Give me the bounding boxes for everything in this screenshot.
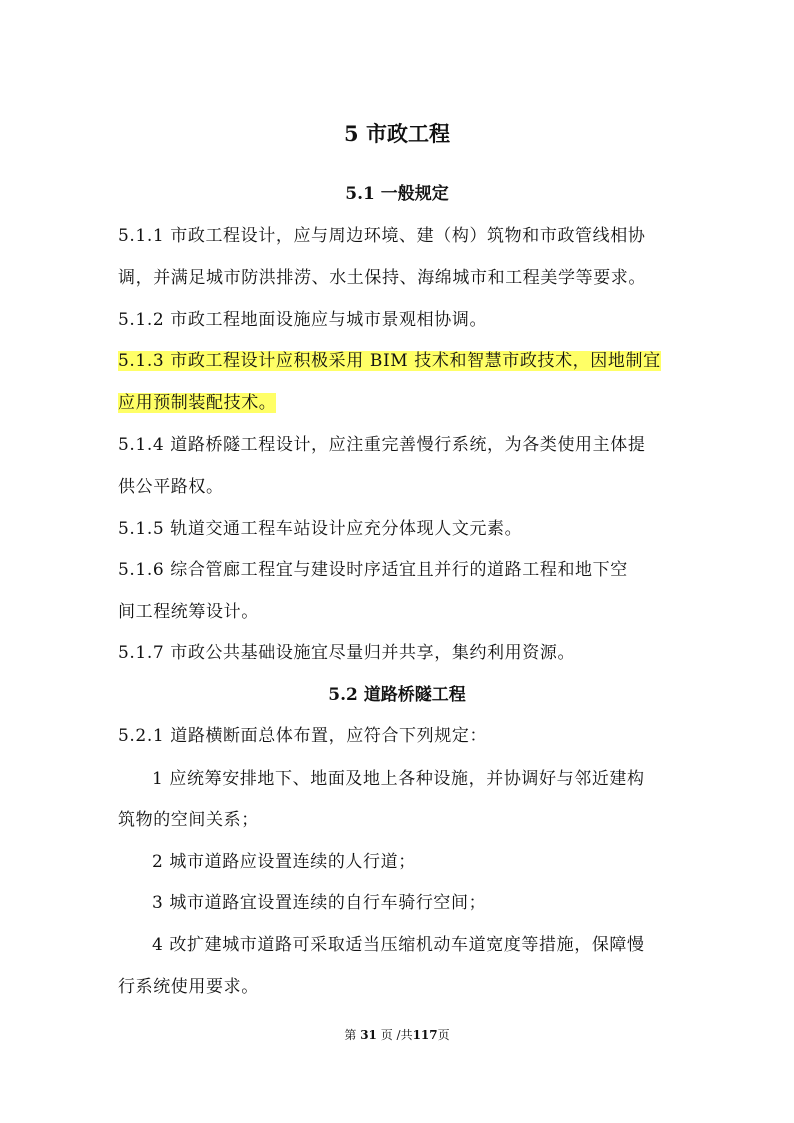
clause-5-1-5: 5.1.5 轨道交通工程车站设计应充分体现人文元素。 [118, 519, 523, 539]
clause-5-1-3-line-1 [118, 346, 688, 371]
item-3: 3 城市道路宜设置连续的自行车骑行空间； [152, 893, 487, 913]
clause-5-1-1-line-2: 调，并满足城市防洪排涝、水土保持、海绵城市和工程美学等要求。 [118, 268, 646, 288]
clause-5-1-4-line-1: 5.1.4 道路桥隧工程设计，应注重完善慢行系统，为各类使用主体提 [118, 435, 646, 455]
clause-5-1-1-line-1: 5.1.1 市政工程设计，应与周边环境、建（构）筑物和市政管线相协 [118, 226, 646, 246]
item-1-line-2: 筑物的空间关系； [118, 810, 259, 830]
item-1-line-1: 1 应统筹安排地下、地面及地上各种设施，并协调好与邻近建构 [152, 769, 645, 789]
footer-suffix: 页 [437, 1028, 450, 1042]
clause-5-1-7: 5.1.7 市政公共基础设施宜尽量归并共享，集约利用资源。 [118, 643, 576, 663]
total-pages-number: 117 [412, 1028, 438, 1042]
highlight-mark: 应用预制装配技术。 [118, 393, 277, 413]
section-heading-5-2: 5.2 道路桥隧工程 [328, 685, 466, 705]
clause-5-1-2: 5.1.2 市政工程地面设施应与城市景观相协调。 [118, 310, 488, 330]
clause-5-1-3-line-2 [118, 388, 688, 413]
clause-5-1-4-line-2: 供公平路权。 [118, 477, 224, 497]
footer-prefix: 第 [344, 1028, 357, 1042]
item-4-line-1: 4 改扩建城市道路可采取适当压缩机动车道宽度等措施，保障慢 [152, 935, 645, 955]
clause-5-2-1: 5.2.1 道路横断面总体布置，应符合下列规定： [118, 726, 488, 746]
section-heading-5-1: 5.1 一般规定 [345, 184, 449, 204]
chapter-title: 5 市政工程 [344, 121, 450, 146]
highlight-mark: 5.1.3 市政工程设计应积极采用 BIM 技术和智慧市政技术，因地制宜 [118, 351, 661, 371]
item-2: 2 城市道路应设置连续的人行道； [152, 852, 416, 872]
footer-mid: 页 /共 [380, 1028, 413, 1042]
clause-5-1-6-line-1: 5.1.6 综合管廊工程宜与建设时序适宜且并行的道路工程和地下空 [118, 560, 628, 580]
clause-5-1-6-line-2: 间工程统筹设计。 [118, 602, 259, 622]
current-page-number: 31 [360, 1028, 377, 1042]
page-footer [0, 1026, 794, 1043]
item-4-line-2: 行系统使用要求。 [118, 977, 259, 997]
